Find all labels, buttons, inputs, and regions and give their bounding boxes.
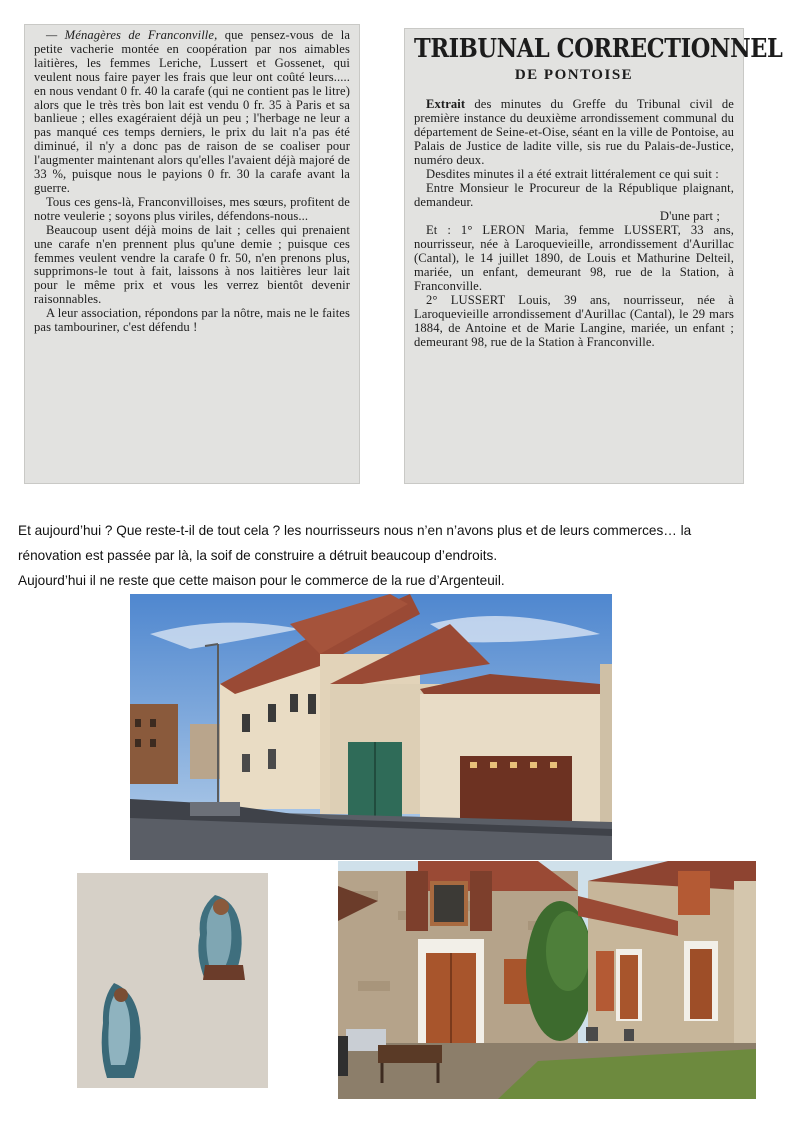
clipping-paragraph: Et : 1° LERON Maria, femme LUSSERT, 33 ans, nourrisseur, née à Laroquevieille, arrondissement d'Aurillac (Cantal), le 14 juillet 1890, de Louis et Mathurine Delteil, mariée, un enfant, demeurant 98, rue de la Station, à Franconville.: [414, 223, 734, 293]
clipping-lead: — Ménagères de Franconville,: [46, 28, 218, 42]
body-line: Aujourd’hui il ne reste que cette maison pour le commerce de la rue d’Argenteuil.: [18, 573, 505, 588]
clipping-paragraph: D'une part ;: [659, 209, 720, 223]
clipping-paragraph: 2° LUSSERT Louis, 39 ans, nourrisseur, née à Laroquevieille arrondissement d'Aurillac (Cantal), le 29 mars 1884, de Antoine et de Marie Langine, mariée, un enfant ; demeurant 98, rue de la Station à Franconville.: [414, 293, 734, 349]
photo-street-house: [130, 594, 612, 860]
body-line: rénovation est passée par là, la soif de construire a détruit beaucoup d’endroits.: [18, 548, 498, 563]
clipping-subhead: DE PONTOISE: [514, 67, 634, 83]
photo-courtyard-house: [338, 861, 756, 1099]
clipping-paragraph: Beaucoup usent déjà moins de lait ; celles qui prenaient une carafe n'en prennent plus qu'une demie ; puisque ces femmes veulent vendre la carafe 0 fr. 50, n'en prenons plus, supprimons-le tout à fait, laissons à nos laitières leur lait pour le même prix et vous les verrez bientôt devenir raisonnables.: [34, 222, 350, 307]
body-line: Et aujourd’hui ? Que reste-t-il de tout cela ? les nourrisseurs nous n’en n’avons plus et de leurs commerces… la: [18, 523, 692, 538]
clipping-masthead: TRIBUNAL CORRECTIONNEL: [414, 34, 783, 65]
newspaper-clipping-tribunal: [404, 28, 783, 484]
clipping-paragraph: Extrait des minutes du Greffe du Tribunal civil de première instance du deuxième arrondissement communal du département de Seine-et-Oise, séant en la ville de Pontoise, au Palais de Justice de ladite ville, sis rue du Palais-de-Justice, numéro deux.: [414, 97, 734, 167]
body-text: [18, 518, 778, 593]
photo-wall-medallions: [77, 873, 268, 1088]
clipping-paragraph: — Ménagères de Franconville, que pensez-vous de la petite vacherie montée en coopération par nos aimables laitières, les femmes Leriche, Lussert et Gossenet, qui veulent nous faire payer les frais que leur ont coûté leurs..... en nous vendant 0 fr. 40 la carafe (qui ne contient pas le litre) alors que le très très bon lait est vendu 0 fr. 35 à Paris et sa banlieue ; elles exagéraient déjà un peu ; l'herbage ne leur a pas manqué ces temps derniers, le prix du lait n'a pas été diminué, il n'y a donc pas de raison de se coaliser pour l'augmenter maintenant alors qu'elles l'avaient déjà majoré de 33 %, puisque nous le payions 0 fr. 30 la carafe avant la guerre.: [34, 28, 351, 195]
clipping-paragraph: Tous ces gens-là, Franconvilloises, mes sœurs, profitent de notre veulerie ; soyons plus viriles, défendons-nous...: [34, 194, 350, 223]
clipping-paragraph: Entre Monsieur le Procureur de la République plaignant, demandeur.: [414, 181, 734, 209]
clipping-paragraph: A leur association, répondons par la nôtre, mais ne le faites pas tambouriner, c'est défendu !: [34, 306, 350, 335]
clipping-paragraph: Desdites minutes il a été extrait littéralement ce qui suit :: [426, 167, 719, 181]
newspaper-clipping-menageres: [24, 24, 360, 484]
